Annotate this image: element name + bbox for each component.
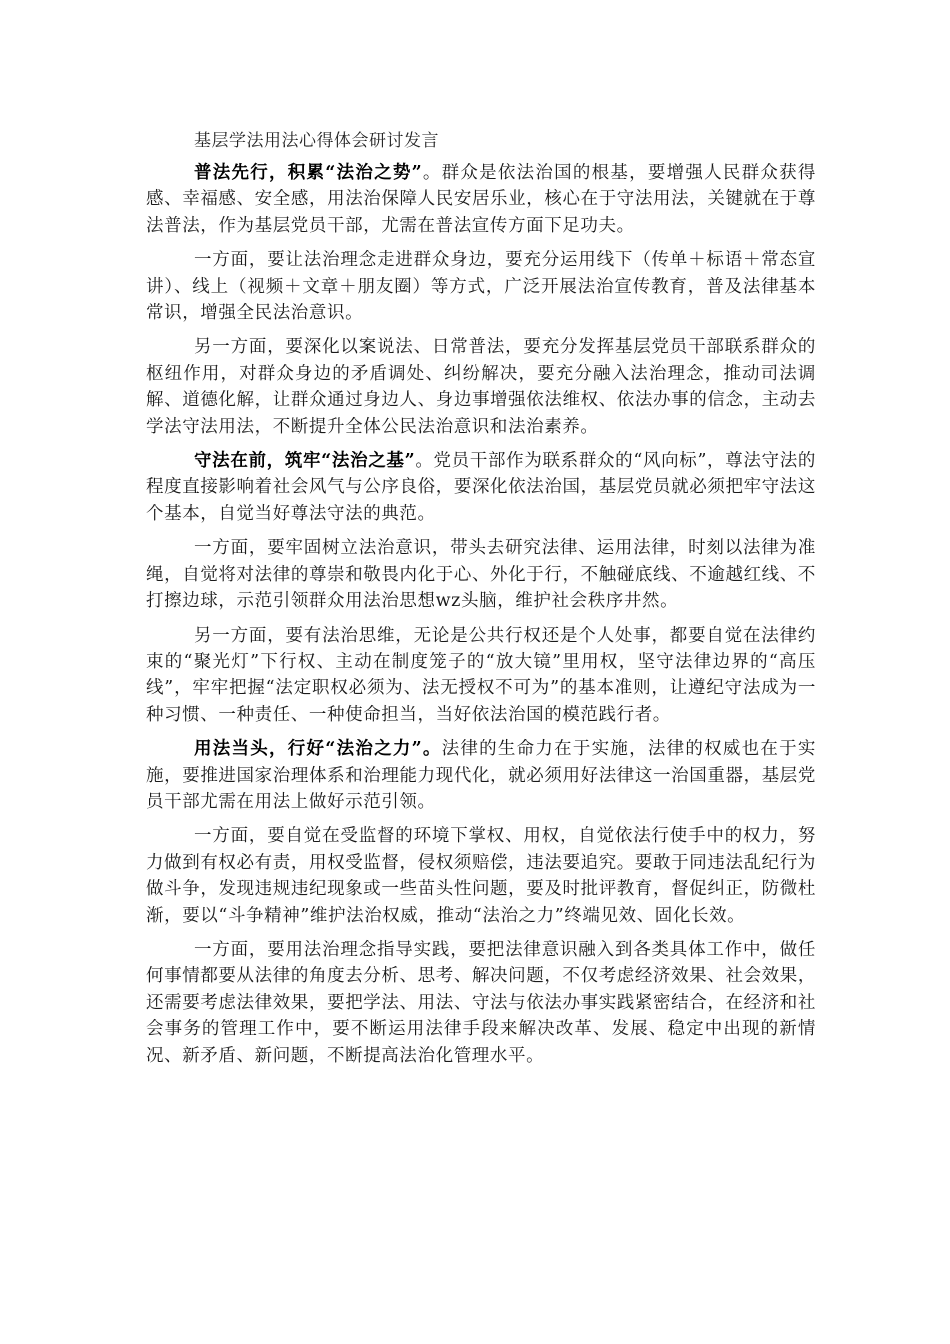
paragraph-text: 一方面，要牢固树立法治意识，带头去研究法律、运用法律，时刻以法律为准绳，自觉将对法律的尊崇和敬畏内化于心、外化于行，不触碰底线、不逾越红线、不打擦边球，示范引领群众用法治思想wz头脑，维护社会秩序井然。 xyxy=(146,538,816,612)
paragraph-5 xyxy=(146,535,816,614)
paragraph-lead: 普法先行，积累“法治之势” xyxy=(194,163,423,183)
paragraph-6 xyxy=(146,623,816,729)
paragraph-7 xyxy=(146,736,816,815)
paragraph-text: 。群众是依法治国的根基，要增强人民群众获得感、幸福感、安全感，用法治保障人民安居乐业，核心在于守法用法，关键就在于尊法普法，作为基层党员干部，尤需在普法宣传方面下足功夫。 xyxy=(146,163,816,236)
document-title: 基层学法用法心得体会研讨发言 xyxy=(194,131,439,151)
paragraph-4 xyxy=(146,448,816,527)
paragraph-lead: 用法当头，行好“法治之力”。 xyxy=(194,739,442,760)
paragraph-2 xyxy=(146,247,816,326)
paragraph-text: 。党员干部作为联系群众的“风向标”，尊法守法的程度直接影响着社会风气与公序良俗，要深化依法治国，基层党员就必须把牢守法这个基本，自觉当好尊法守法的典范。 xyxy=(146,451,816,524)
paragraph-text: 一方面，要用法治理念指导实践，要把法律意识融入到各类具体工作中，做任何事情都要从法律的角度去分析、思考、解决问题，不仅考虑经济效果、社会效果，还需要考虑法律效果，要把学法、用法、守法与依法办事实践紧密结合，在经济和社会事务的管理工作中，要不断运用法律手段来解决改革、发展、稳定中出现的新情况、新矛盾、新问题，不断提高法治化管理水平。 xyxy=(146,939,816,1066)
paragraph-1 xyxy=(146,160,816,239)
document-page xyxy=(146,122,816,1077)
paragraph-3 xyxy=(146,334,816,440)
paragraph-8 xyxy=(146,823,816,929)
paragraph-text: 另一方面，要有法治思维，无论是公共行权还是个人处事，都要自觉在法律约束的“聚光灯”下行权、主动在制度笼子的“放大镜”里用权，坚守法律边界的“高压线”，牢牢把握“法定职权必须为、法无授权不可为”的基本准则，让遵纪守法成为一种习惯、一种责任、一种使命担当，当好依法治国的模范践行者。 xyxy=(146,625,816,725)
paragraph-lead: 守法在前，筑牢“法治之基” xyxy=(194,451,416,472)
paragraph-text: 法律的生命力在于实施，法律的权威也在于实施，要推进国家治理体系和治理能力现代化，就必须用好法律这一治国重器，基层党员干部尤需在用法上做好示范引领。 xyxy=(146,739,816,812)
paragraph-text: 另一方面，要深化以案说法、日常普法，要充分发挥基层党员干部联系群众的枢纽作用，对群众身边的矛盾调处、纠纷解决，要充分融入法治理念，推动司法调解、道德化解，让群众通过身边人、身边事增强依法维权、依法办事的信念，主动去学法守法用法，不断提升全体公民法治意识和法治素养。 xyxy=(146,337,816,437)
paragraph-text: 一方面，要让法治理念走进群众身边，要充分运用线下（传单＋标语＋常态宣讲）、线上（视频＋文章＋朋友圈）等方式，广泛开展法治宣传教育，普及法律基本常识，增强全民法治意识。 xyxy=(146,250,816,324)
paragraph-text: 一方面，要自觉在受监督的环境下掌权、用权，自觉依法行使手中的权力，努力做到有权必有责，用权受监督，侵权须赔偿，违法要追究。要敢于同违法乱纪行为做斗争，发现违规违纪现象或一些苗头性问题，要及时批评教育，督促纠正，防微杜渐，要以“斗争精神”维护法治权威，推动“法治之力”终端见效、固化长效。 xyxy=(146,826,816,926)
paragraph-9 xyxy=(146,937,816,1069)
